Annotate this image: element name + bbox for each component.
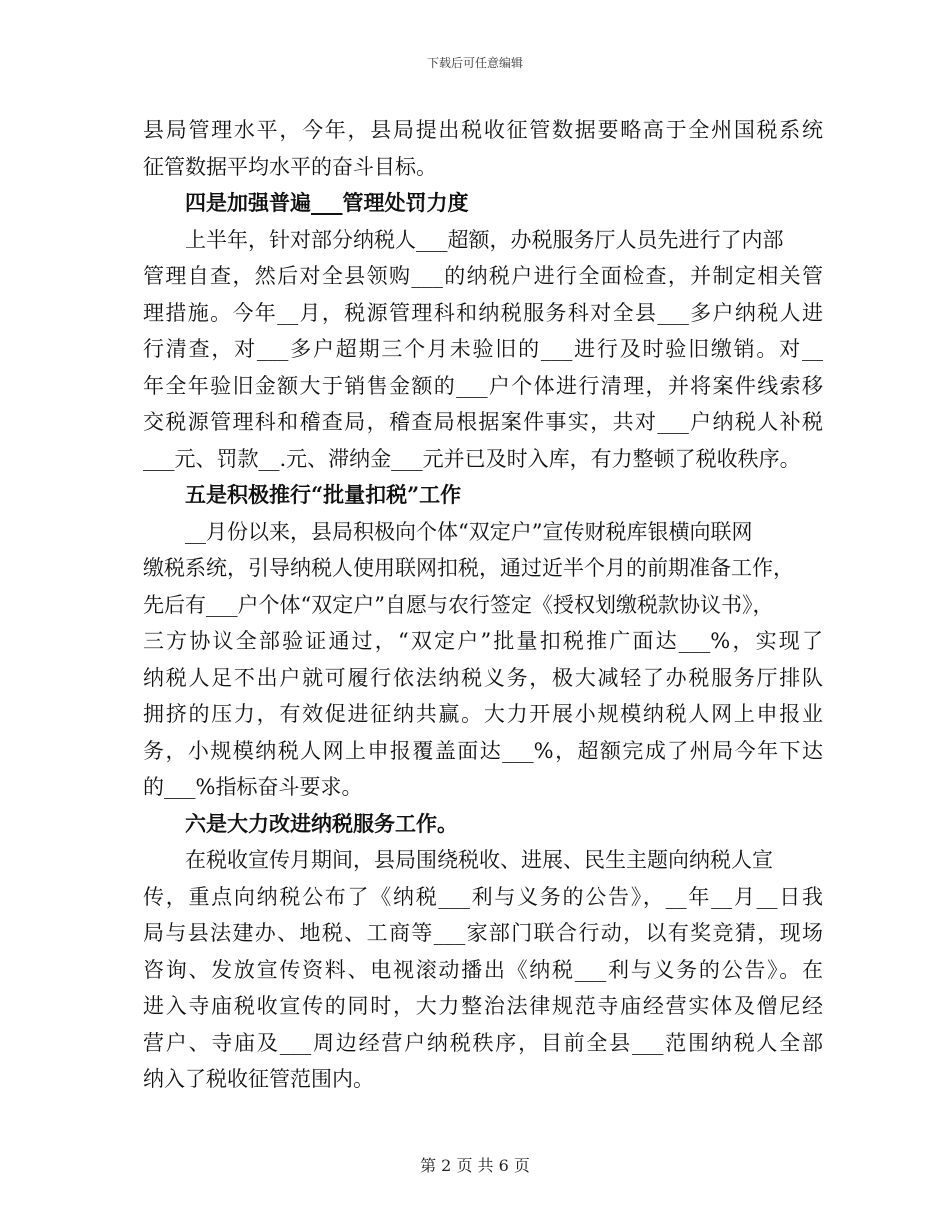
page-header: 下载后可任意编辑 bbox=[426, 56, 523, 70]
paragraph-line: 在税收宣传月期间，县局围绕税收、进展、民生主题向纳税人宣 bbox=[185, 848, 773, 872]
paragraph-line: 先后有___户个体“双定户”自愿与农行签定《授权划缴税款协议书》， bbox=[143, 592, 774, 617]
paragraph-line: 征管数据平均水平的奋斗目标。 bbox=[143, 154, 437, 179]
paragraph-line: 务，小规模纳税人网上申报覆盖面达___%，超额完成了州局今年下达 bbox=[143, 738, 823, 763]
paragraph-line: 管理自查，然后对全县领购___的纳税户进行全面检查，并制定相关管 bbox=[143, 264, 823, 288]
paragraph-line: 纳税人足不出户就可履行依法纳税义务，极大减轻了办税服务厅排队 bbox=[143, 665, 823, 690]
paragraph-line: __月份以来，县局积极向个体“双定户”宣传财税库银横向联网 bbox=[185, 519, 753, 544]
paragraph-line: 行清查，对___多户超期三个月未验旧的___进行及时验旧缴销。对__ bbox=[143, 337, 823, 361]
paragraph-line: 拥挤的压力，有效促进征纳共赢。大力开展小规模纳税人网上申报业 bbox=[143, 702, 823, 726]
paragraph-line: 局与县法建办、地税、工商等___家部门联合行动，以有奖竞猜，现场 bbox=[143, 921, 823, 945]
paragraph-line: 营户、寺庙及___周边经营户纳税秩序，目前全县___范围纳税人全部 bbox=[143, 1030, 823, 1055]
paragraph-line: 纳入了税收征管范围内。 bbox=[143, 1067, 374, 1091]
paragraph-line: 上半年，针对部分纳税人___超额，办税服务厅人员先进行了内部 bbox=[185, 227, 784, 252]
paragraph-line: ___元、罚款__.元、滞纳金___元并已及时入库，有力整顿了税收秩序。 bbox=[143, 446, 801, 471]
paragraph-line: 咨询、发放宣传资料、电视滚动播出《纳税___利与义务的公告》。在 bbox=[143, 957, 823, 982]
paragraph-line: 的___%指标奋斗要求。 bbox=[143, 775, 363, 799]
paragraph-line: 县局管理水平，今年，县局提出税收征管数据要略高于全州国税系统 bbox=[143, 118, 823, 142]
paragraph-line: 缴税系统，引导纳税人使用联网扣税，通过近半个月的前期准备工作， bbox=[143, 556, 794, 580]
paragraph-line: 交税源管理科和稽查局，稽查局根据案件事实，共对___户纳税人补税 bbox=[143, 410, 823, 434]
paragraph-line: 理措施。今年__月，税源管理科和纳税服务科对全县___多户纳税人进 bbox=[143, 300, 823, 325]
section-heading-6: 六是大力改进纳税服务工作。 bbox=[185, 810, 458, 836]
paragraph-line: 传，重点向纳税公布了《纳税___利与义务的公告》，__年__月__日我 bbox=[143, 884, 823, 909]
paragraph-line: 年全年验旧金额大于销售金额的___户个体进行清理，并将案件线索移 bbox=[143, 373, 823, 398]
page-number: 第 2 页 共 6 页 bbox=[420, 1156, 530, 1175]
document-body bbox=[143, 112, 823, 1098]
section-heading-5: 五是积极推行“批量扣税”工作 bbox=[185, 482, 462, 507]
paragraph-line: 进入寺庙税收宣传的同时，大力整治法律规范寺庙经营实体及僧尼经 bbox=[143, 994, 823, 1018]
section-heading-4: 四是加强普遍___管理处罚力度 bbox=[185, 190, 469, 215]
paragraph-line: 三方协议全部验证通过，“双定户”批量扣税推广面达___%，实现了 bbox=[143, 629, 823, 653]
